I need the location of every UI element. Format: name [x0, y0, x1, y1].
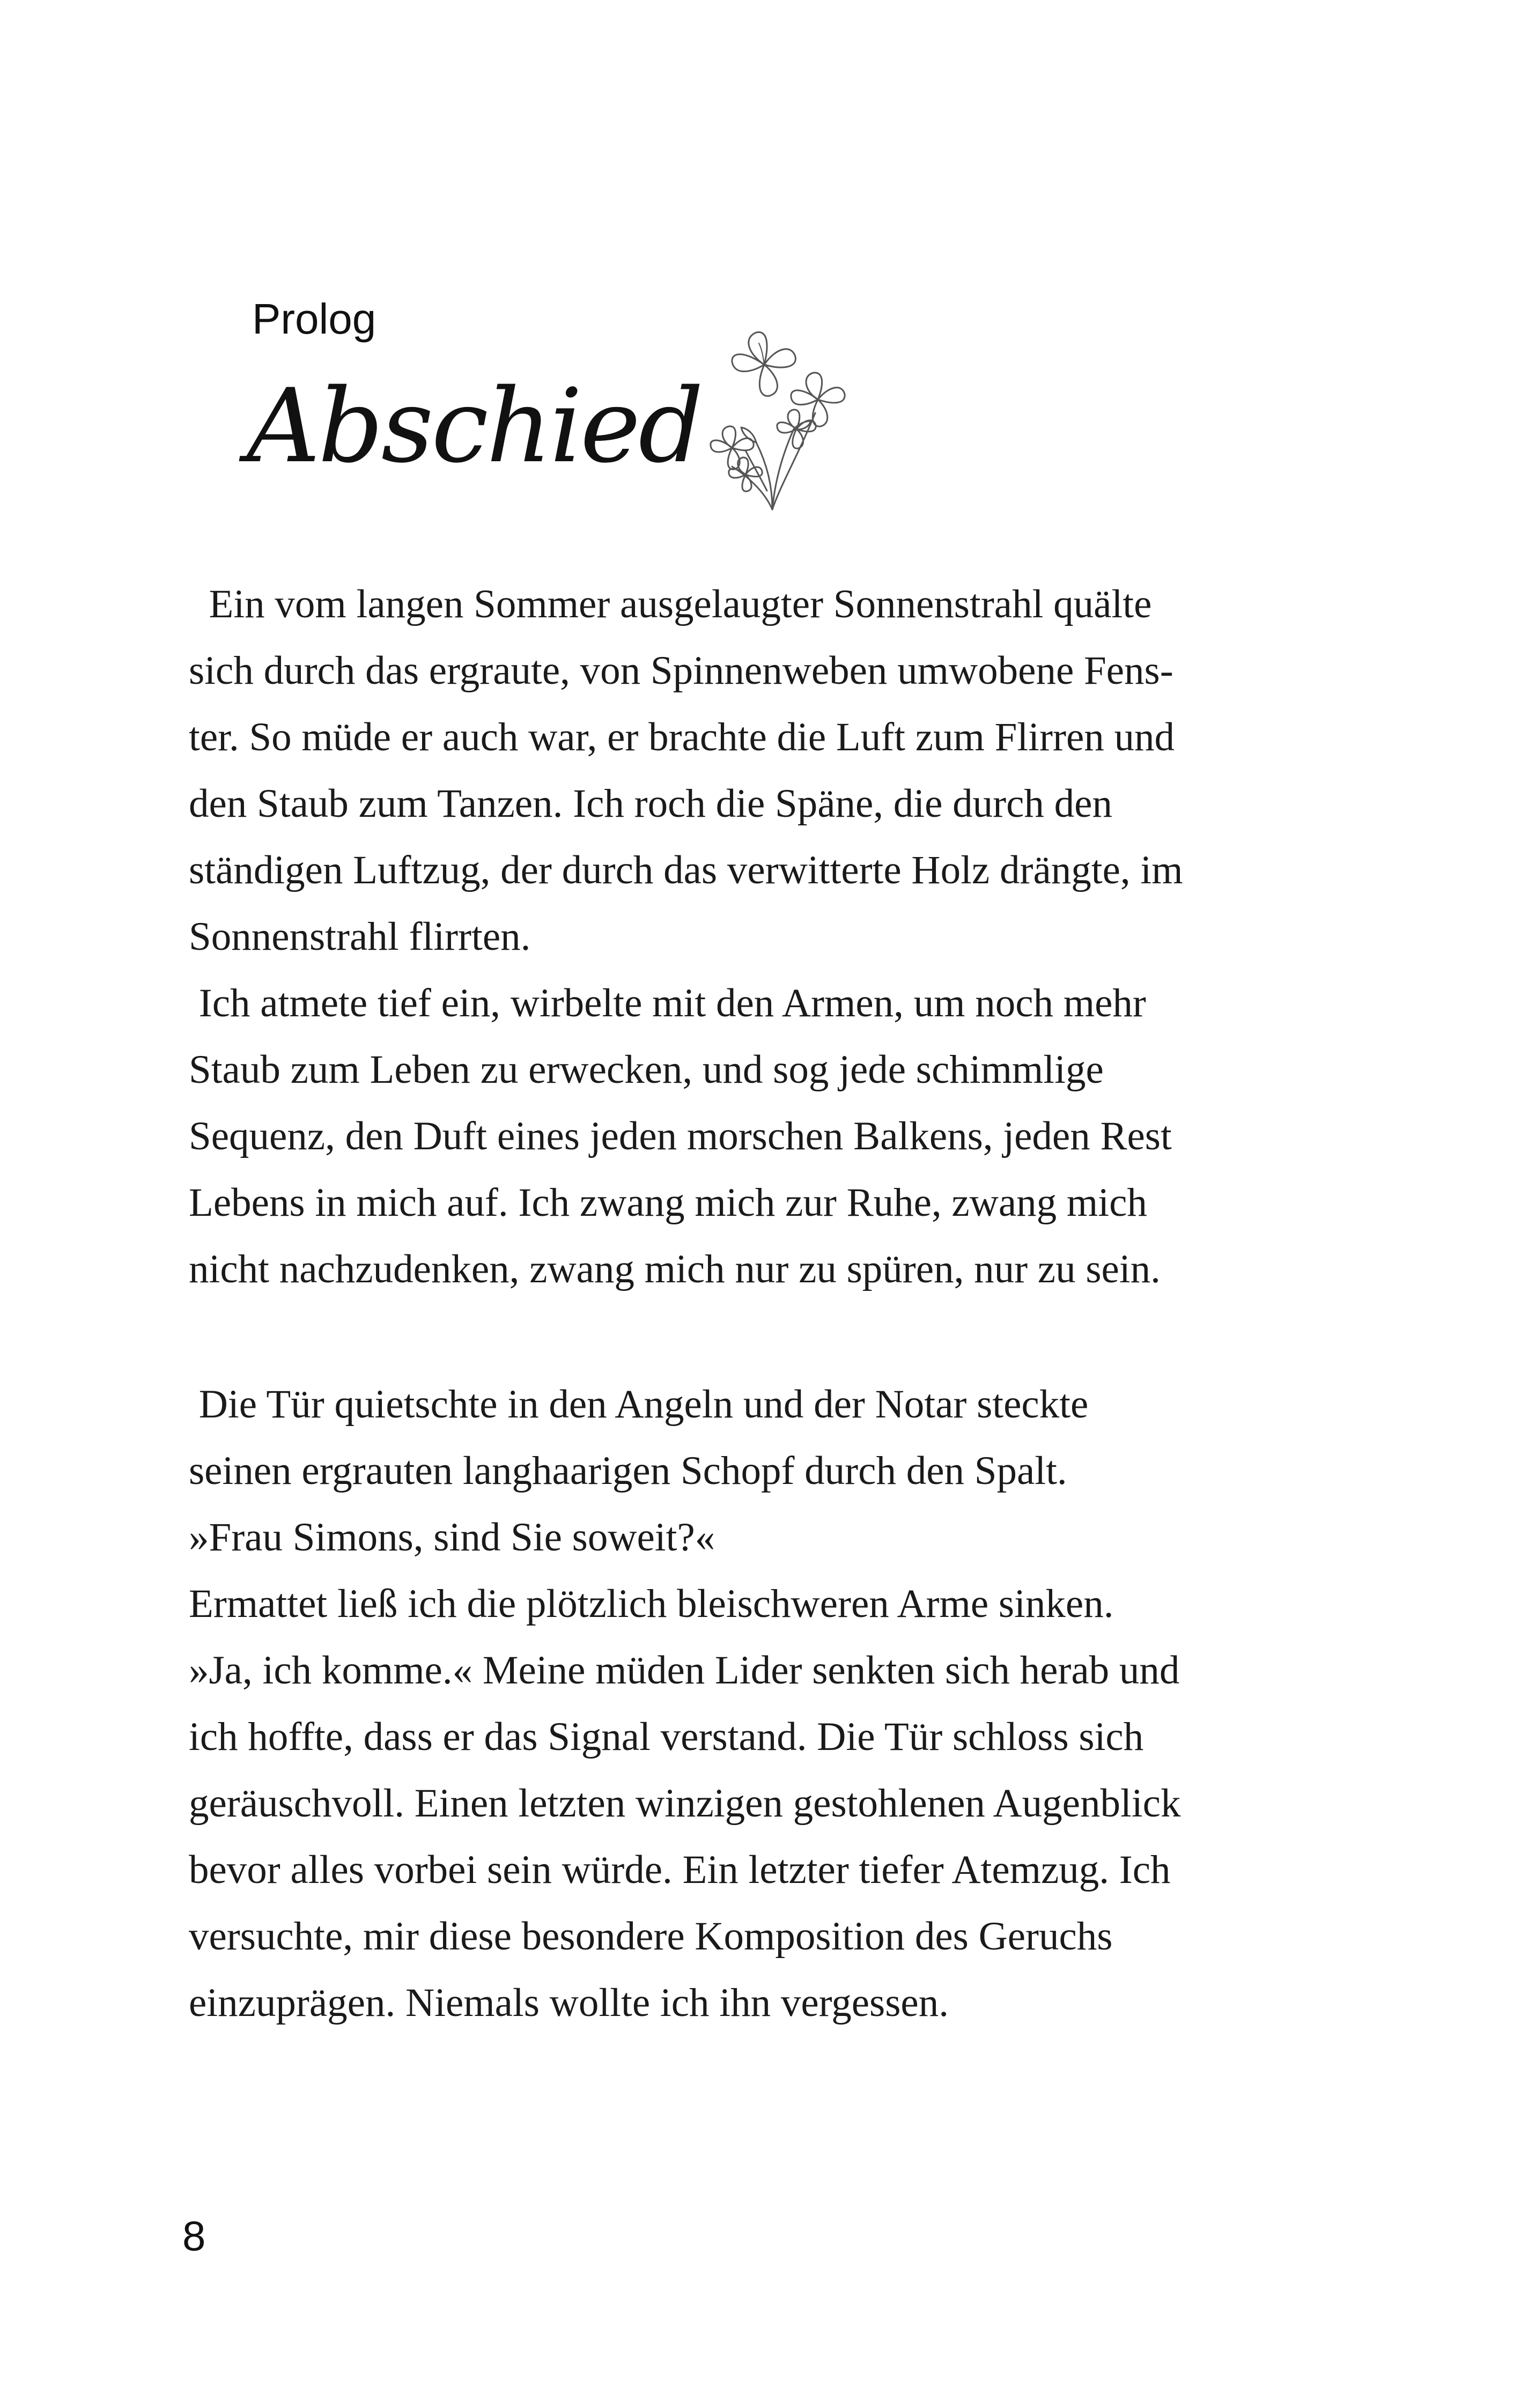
text-line: Staub zum Leben zu erwecken, und sog jede schimmlige: [189, 1047, 1104, 1092]
text-line: Lebens in mich auf. Ich zwang mich zur Ruhe, zwang mich: [189, 1180, 1147, 1225]
text-line: den Staub zum Tanzen. Ich roch die Späne, die durch den: [189, 781, 1112, 826]
text-line: »Ja, ich komme.« Meine müden Lider senkten sich herab und: [189, 1648, 1180, 1693]
text-line: Die Tür quietschte in den Angeln und der Notar steckte: [189, 1382, 1089, 1427]
text-line: Ein vom langen Sommer ausgelaugter Sonnenstrahl quälte: [189, 582, 1152, 626]
text-line: Ermattet ließ ich die plötzlich bleischweren Arme sinken.: [189, 1582, 1114, 1626]
text-line: versuchte, mir diese besondere Komposition des Geruchs: [189, 1914, 1113, 1959]
text-line: einzuprägen. Niemals wollte ich ihn vergessen.: [189, 1981, 949, 2025]
text-line: ich hoffte, dass er das Signal verstand. Die Tür schloss sich: [189, 1715, 1144, 1759]
flower-bouquet-icon: [692, 314, 869, 512]
text-line: seinen ergrauten langhaarigen Schopf durch den Spalt.: [189, 1449, 1067, 1493]
chapter-label: Prolog: [252, 295, 376, 343]
text-line: Sonnenstrahl flirrten.: [189, 914, 531, 959]
text-line: nicht nachzudenken, zwang mich nur zu spüren, nur zu sein.: [189, 1247, 1161, 1291]
text-line: Sequenz, den Duft eines jeden morschen Balkens, jeden Rest: [189, 1114, 1172, 1158]
text-line: »Frau Simons, sind Sie soweit?«: [189, 1515, 715, 1560]
text-line: ständigen Luftzug, der durch das verwitterte Holz drängte, im: [189, 848, 1183, 892]
text-line: ter. So müde er auch war, er brachte die Luft zum Flirren und: [189, 715, 1175, 759]
chapter-title: Abschied: [247, 367, 702, 485]
paragraph-1: [189, 571, 1320, 1303]
text-line: Ich atmete tief ein, wirbelte mit den Armen, um noch mehr: [189, 981, 1146, 1025]
text-line: sich durch das ergraute, von Spinnenweben umwobene Fens-: [189, 648, 1173, 693]
paragraph-2: [189, 1371, 1320, 2036]
text-line: bevor alles vorbei sein würde. Ein letzter tiefer Atemzug. Ich: [189, 1848, 1171, 1892]
text-line: geräuschvoll. Einen letzten winzigen gestohlenen Augenblick: [189, 1781, 1181, 1826]
page-number: 8: [182, 2212, 206, 2259]
